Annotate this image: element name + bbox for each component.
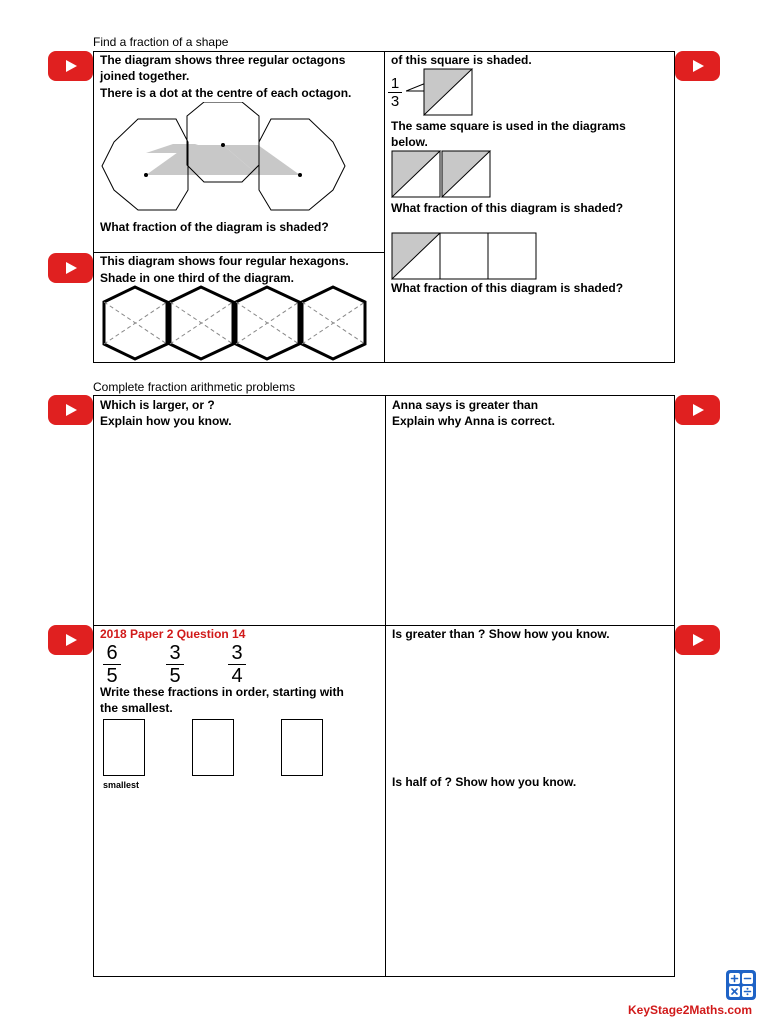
q3-text-1: Write these fractions in order, starting with	[100, 685, 344, 699]
smallest-label: smallest	[103, 780, 140, 790]
youtube-play-button-q1[interactable]	[48, 395, 93, 425]
play-icon	[691, 59, 705, 73]
play-icon	[691, 633, 705, 647]
play-icon	[64, 403, 78, 417]
play-icon	[64, 261, 78, 275]
play-icon	[64, 59, 78, 73]
play-icon	[64, 633, 78, 647]
answer-box-3[interactable]	[281, 719, 323, 776]
q1-text-2: Explain how you know.	[100, 414, 232, 428]
square-question-2: What fraction of this diagram is shaded?	[391, 281, 624, 295]
youtube-play-button-q3[interactable]	[48, 625, 93, 655]
q1-text-1: Which is larger, or ?	[100, 398, 215, 412]
play-icon	[691, 403, 705, 417]
youtube-play-button-octagons[interactable]	[48, 51, 93, 81]
youtube-play-button-square[interactable]	[675, 51, 720, 81]
hexagon-text-2: Shade in one third of the diagram.	[100, 271, 295, 285]
q3-text-2: the smallest.	[100, 701, 173, 715]
octagon-question: What fraction of the diagram is shaded?	[100, 220, 329, 234]
answer-box-2[interactable]	[192, 719, 234, 776]
q3-title: 2018 Paper 2 Question 14	[100, 627, 246, 641]
square-question-1: What fraction of this diagram is shaded?	[391, 201, 624, 215]
square-one-third-shaded	[406, 67, 476, 117]
octagon-text-1: The diagram shows three regular octagons	[100, 53, 346, 67]
q2-text-2: Explain why Anna is correct.	[392, 414, 555, 428]
q4-text-1: Is greater than ? Show how you know.	[392, 627, 610, 641]
youtube-play-button-q4[interactable]	[675, 625, 720, 655]
calculator-logo-icon[interactable]	[726, 970, 756, 1000]
one-third-fraction: 1 3	[388, 76, 402, 109]
answer-box-1[interactable]	[103, 719, 145, 776]
octagons-diagram	[98, 102, 350, 214]
octagon-text-2: joined together.	[100, 69, 190, 83]
fraction-three-fifths: 3 5	[166, 643, 184, 686]
q2-text-1: Anna says is greater than	[392, 398, 539, 412]
fraction-six-fifths: 6 5	[103, 643, 121, 686]
square-text-1: The same square is used in the diagrams	[391, 119, 626, 133]
square-intro-text: of this square is shaded.	[391, 53, 532, 67]
footer-brand-link[interactable]: KeyStage2Maths.com	[628, 1003, 753, 1017]
section1-vertical-divider	[384, 51, 385, 363]
two-squares-diagram	[390, 149, 494, 199]
hexagons-diagram	[100, 285, 376, 361]
youtube-play-button-q2[interactable]	[675, 395, 720, 425]
square-text-2: below.	[391, 135, 428, 149]
fraction-three-quarters: 3 4	[228, 643, 246, 686]
section2-vertical-divider	[385, 395, 386, 977]
octagon-text-3: There is a dot at the centre of each octagon.	[100, 86, 352, 100]
section-heading-shapes: Find a fraction of a shape	[93, 35, 229, 49]
section-heading-arithmetic: Complete fraction arithmetic problems	[93, 380, 296, 394]
q4-text-2: Is half of ? Show how you know.	[392, 775, 577, 789]
hexagon-text-1: This diagram shows four regular hexagons.	[100, 254, 349, 268]
youtube-play-button-hexagons[interactable]	[48, 253, 93, 283]
three-squares-diagram	[390, 231, 540, 281]
